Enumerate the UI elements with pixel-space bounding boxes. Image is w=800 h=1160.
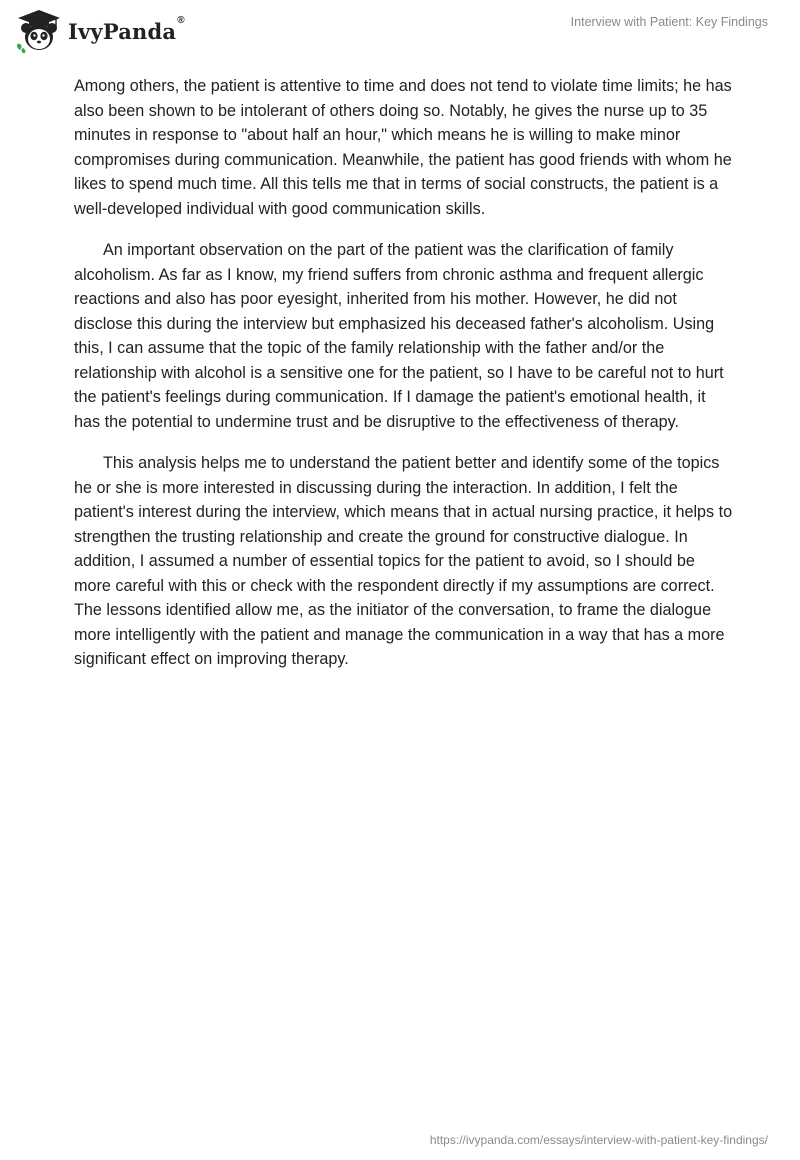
- panda-graduation-cap-icon: [14, 8, 64, 54]
- brand-logo[interactable]: [14, 8, 185, 54]
- paragraph: An important observation on the part of the patient was the clarification of family alcoholism. As far as I know, my friend suffers from chronic asthma and frequent allergic reactions and also has poor eyesight, inherited from his mother. However, he did not disclose this during the interview but emphasized his deceased father's alcoholism. Using this, I can assume that the topic of the family relationship with the father and/or the relationship with alcohol is a sensitive one for the patient, so I have to be careful not to hurt the patient's feelings during communication. If I damage the patient's emotional health, it has the potential to undermine trust and be disruptive to the effectiveness of therapy.: [74, 241, 724, 431]
- article-body: [74, 74, 734, 689]
- paragraph: Among others, the patient is attentive to time and does not tend to violate time limits; he has also been shown to be intolerant of others doing so. Notably, he gives the nurse up to 35 minutes in response to "about half an hour," which means he is willing to make minor compromises during communication. Meanwhile, the patient has good friends with whom he likes to spend much time. All this tells me that in terms of social constructs, the patient is a well-developed individual with good communication skills.: [74, 77, 732, 218]
- registered-mark: ®: [177, 14, 185, 26]
- page-header: [0, 0, 800, 60]
- paragraph: This analysis helps me to understand the patient better and identify some of the topics he or she is more interested in discussing during the interaction. In addition, I felt the patient's interest during the interview, which means that in actual nursing practice, it helps to strengthen the trusting relationship and create the ground for constructive dialogue. In addition, I assumed a number of essential topics for the patient to avoid, so I should be more careful with this or check with the respondent directly if my assumptions are correct. The lessons identified allow me, as the initiator of the conversation, to frame the dialogue more intelligently with the patient and manage the communication in a way that has a more significant effect on improving therapy.: [74, 454, 733, 668]
- document-title: Interview with Patient: Key Findings: [570, 15, 768, 29]
- source-url[interactable]: https://ivypanda.com/essays/interview-with-patient-key-findings/: [429, 1133, 768, 1147]
- brand-name: IvyPanda®: [68, 14, 185, 44]
